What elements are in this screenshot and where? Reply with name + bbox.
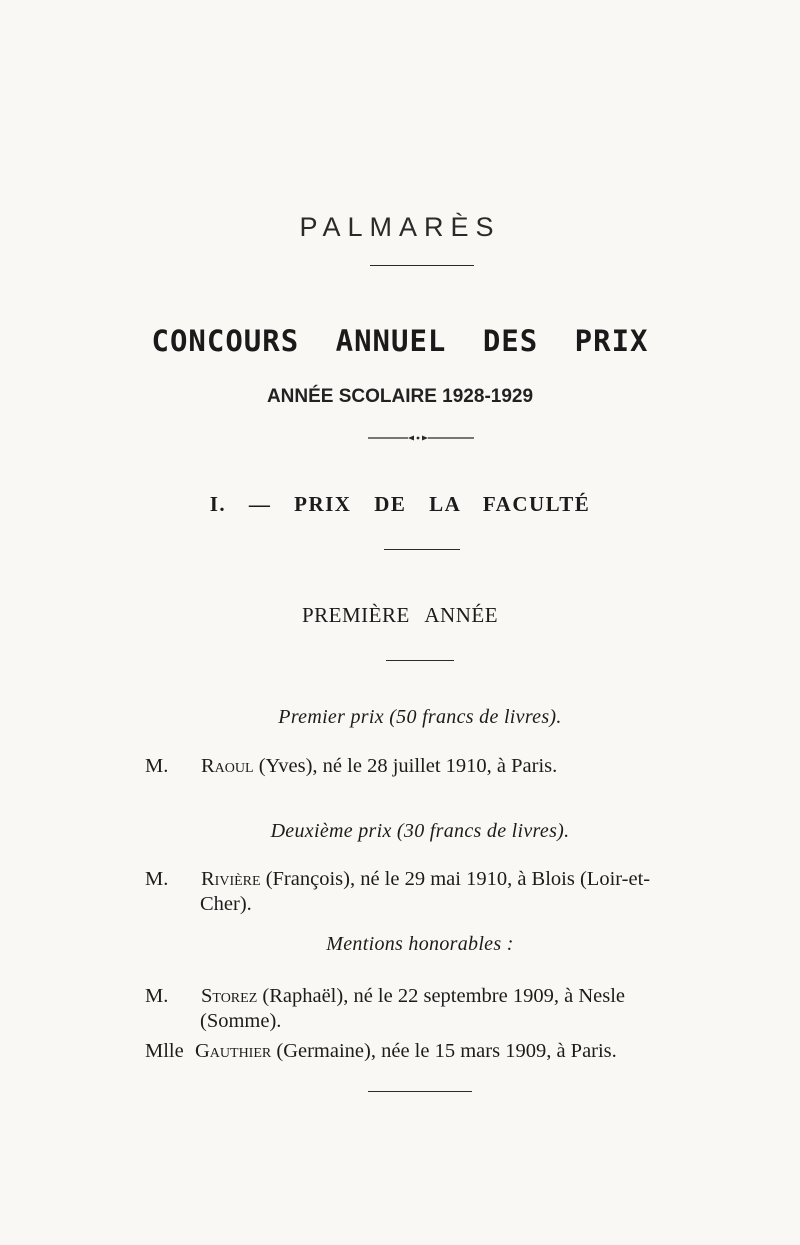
year-subtitle: PREMIÈRE ANNÉE — [301, 603, 499, 627]
concours-title: CONCOURS ANNUEL DES PRIX — [151, 324, 649, 358]
entry-name: Gauthier — [195, 1040, 272, 1062]
school-year: ANNÉE SCOLAIRE 1928-1929 — [266, 386, 534, 407]
second-prize-heading: Deuxième prix (30 francs de livres). — [270, 820, 570, 842]
mention-entry-2 — [145, 1037, 705, 1065]
mentions-heading: Mentions honorables : — [326, 933, 514, 955]
entry-continuation: (Somme). — [200, 1010, 282, 1032]
entry-details: (Yves), né le 28 juillet 1910, à Paris. — [253, 755, 558, 777]
second-prize-entry — [145, 865, 705, 893]
entry-name: Rivière — [201, 868, 261, 890]
mention-entry-1 — [145, 982, 705, 1010]
section-title: I. — PRIX DE LA FACULTÉ — [209, 492, 591, 516]
rule-1 — [370, 265, 474, 266]
rule-4 — [368, 1091, 472, 1092]
rule-2 — [384, 549, 460, 550]
entry-title: M. — [145, 755, 169, 777]
entry-name: Storez — [201, 985, 258, 1007]
entry-details: (Germaine), née le 15 mars 1909, à Paris. — [271, 1040, 617, 1062]
first-prize-heading: Premier prix (50 francs de livres). — [278, 706, 562, 728]
entry-title: M. — [145, 985, 169, 1007]
first-prize-entry — [145, 752, 705, 780]
entry-details: (Raphaël), né le 22 septembre 1909, à Nesle — [257, 985, 625, 1007]
entry-title: Mlle — [145, 1040, 184, 1062]
rule-3 — [386, 660, 454, 661]
palmares-title: PALMARÈS — [299, 212, 501, 242]
entry-details: (François), né le 29 mai 1910, à Blois (Loir-et- — [260, 868, 651, 890]
ornament-divider — [368, 434, 474, 442]
entry-title: M. — [145, 868, 169, 890]
entry-name: Raoul — [201, 755, 254, 777]
entry-continuation: Cher). — [200, 893, 252, 915]
